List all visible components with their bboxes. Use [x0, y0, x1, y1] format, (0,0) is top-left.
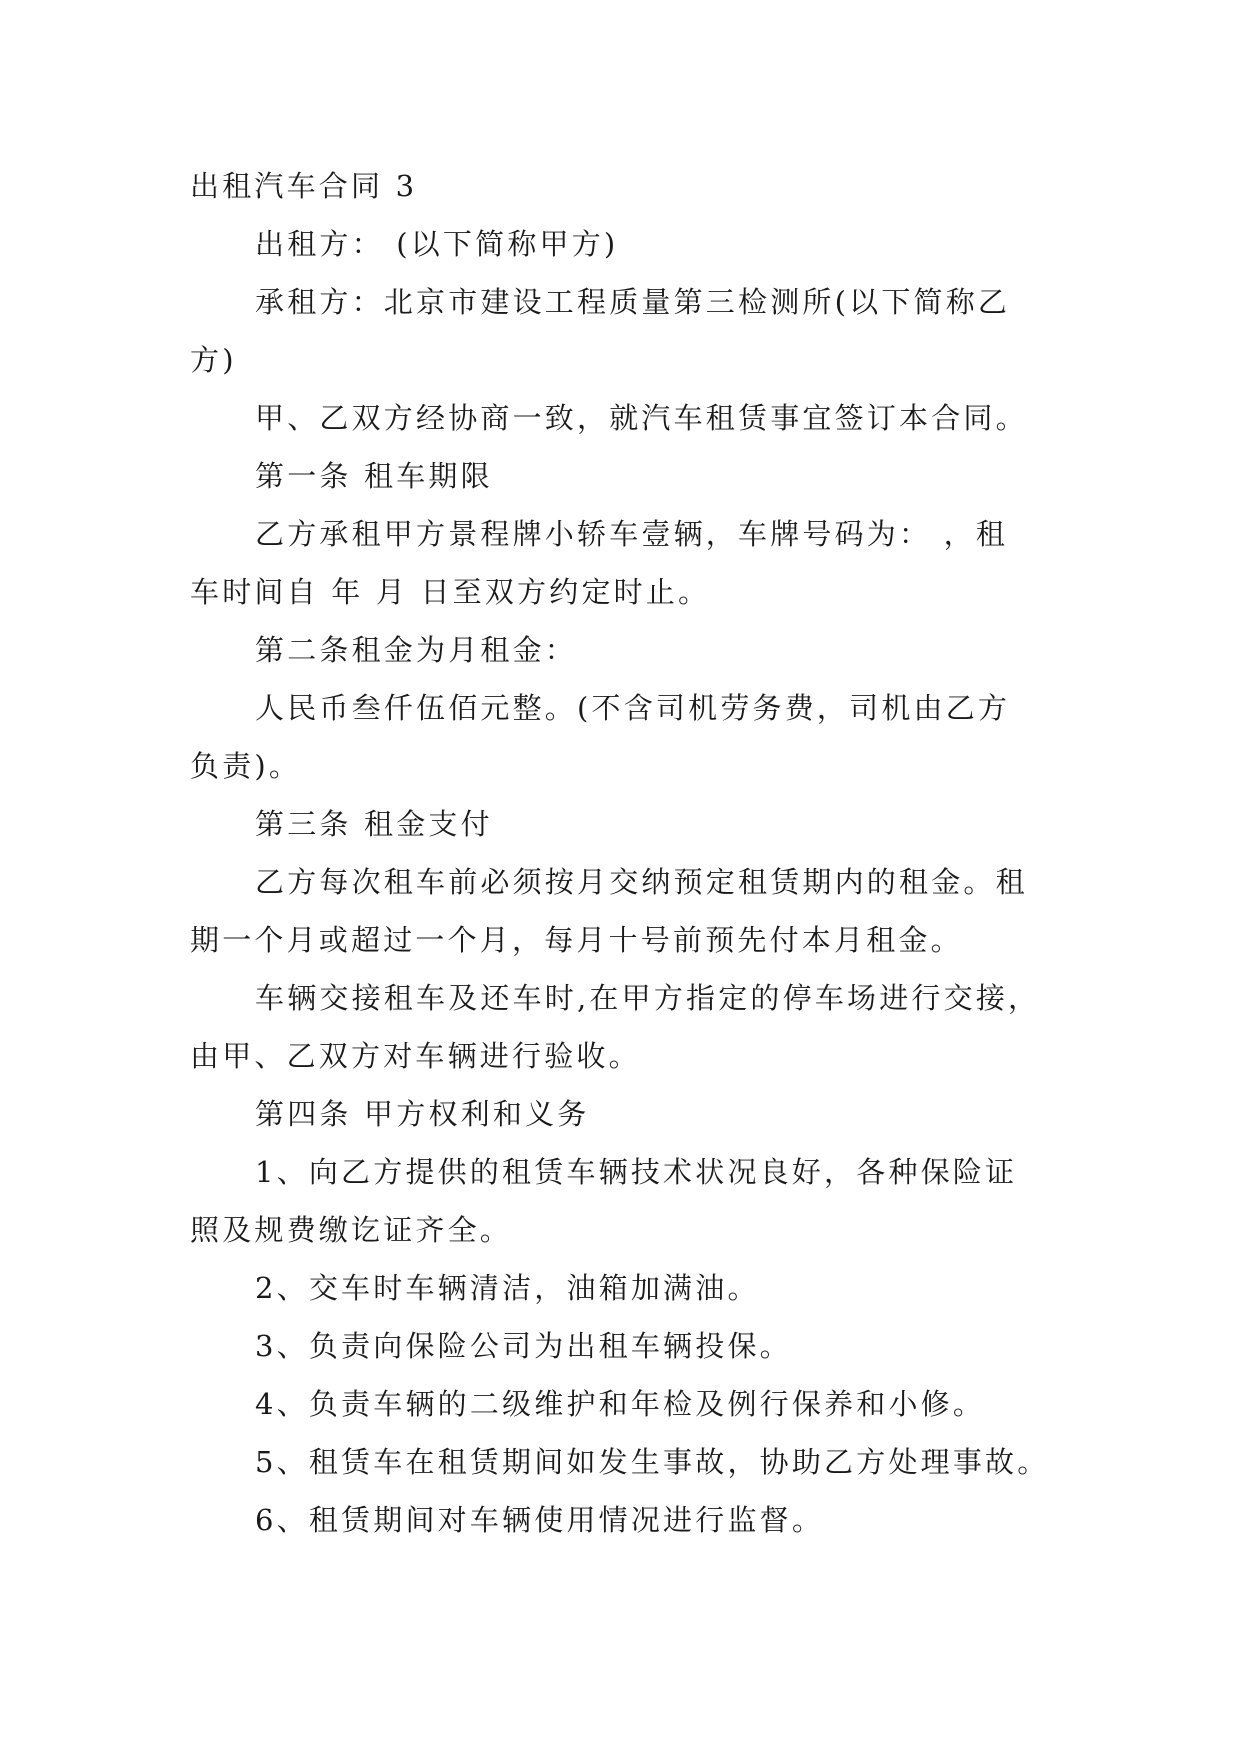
- list-item: 2、交车时车辆清洁，油箱加满油。: [255, 1271, 760, 1305]
- paragraph-line: 由甲、乙双方对车辆进行验收。: [190, 1039, 641, 1073]
- paragraph-line: 方): [190, 343, 237, 377]
- list-item: 4、负责车辆的二级维护和年检及例行保养和小修。: [255, 1387, 986, 1421]
- paragraph-line: 承租方：北京市建设工程质量第三检测所(以下简称乙: [255, 285, 1011, 319]
- list-item: 3、负责向保险公司为出租车辆投保。: [255, 1329, 792, 1363]
- paragraph-line: 乙方每次租车前必须按月交纳预定租赁期内的租金。租: [255, 865, 1028, 899]
- paragraph-line: 负责)。: [190, 749, 302, 783]
- list-item: 5、租赁车在租赁期间如发生事故，协助乙方处理事故。: [255, 1445, 1050, 1479]
- section-heading: 第一条 租车期限: [255, 459, 493, 493]
- list-item: 1、向乙方提供的租赁车辆技术状况良好，各种保险证: [255, 1155, 1018, 1189]
- paragraph-line: 期一个月或超过一个月，每月十号前预先付本月租金。: [190, 923, 963, 957]
- section-heading: 第四条 甲方权利和义务: [255, 1097, 590, 1131]
- list-item: 照及规费缴讫证齐全。: [190, 1213, 513, 1247]
- document-title: 出租汽车合同 3: [190, 169, 418, 203]
- paragraph-line: 车时间自 年 月 日至双方约定时止。: [190, 575, 711, 609]
- list-item: 6、租赁期间对车辆使用情况进行监督。: [255, 1503, 825, 1537]
- paragraph-line: 乙方承租甲方景程牌小轿车壹辆，车牌号码为： ，租: [255, 517, 1009, 551]
- paragraph-line: 出租方： (以下简称甲方): [255, 227, 619, 261]
- paragraph-line: 人民币叁仟伍佰元整。(不含司机劳务费，司机由乙方: [255, 691, 1011, 725]
- paragraph-line: 车辆交接租车及还车时,在甲方指定的停车场进行交接，: [255, 981, 1041, 1015]
- section-heading: 第二条租金为月租金：: [255, 633, 578, 667]
- paragraph-line: 甲、乙双方经协商一致，就汽车租赁事宜签订本合同。: [255, 401, 1028, 435]
- section-heading: 第三条 租金支付: [255, 807, 493, 841]
